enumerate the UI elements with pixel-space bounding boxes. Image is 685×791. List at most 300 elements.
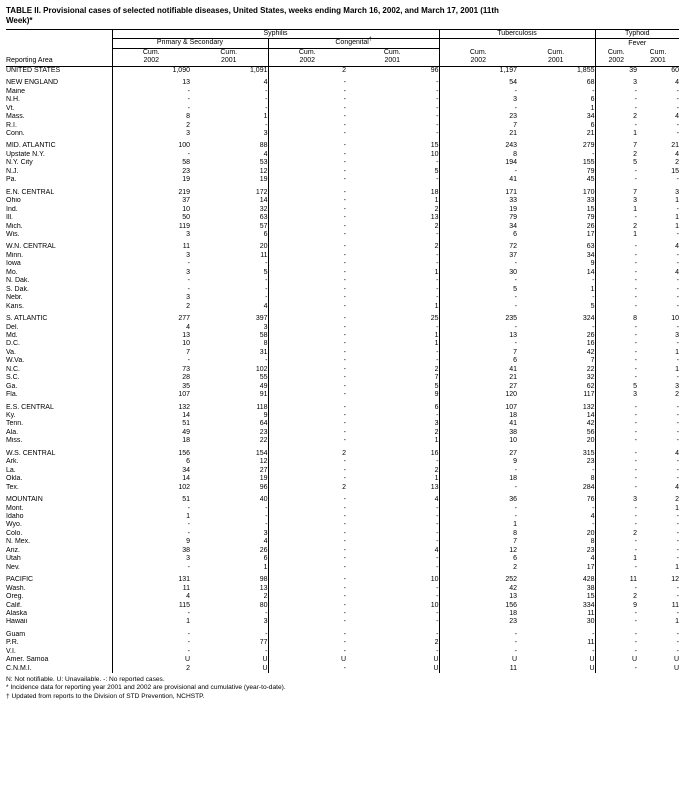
cell-syph-cong-2002: -	[268, 585, 346, 593]
cell-tb-2001: 32	[586, 374, 595, 382]
cell-syph-cong-2001: 25	[430, 315, 439, 323]
cell-syph-ps-2001: -	[265, 521, 268, 529]
cell-syph-ps-2001: -	[265, 87, 268, 95]
cell-tb-2002: 1	[439, 521, 517, 529]
cell-syph-ps-2002: 3	[112, 269, 190, 277]
cell-syph-cong-2002: -	[268, 412, 346, 420]
table-row	[6, 631, 679, 639]
cell-tb-2002: 42	[439, 585, 517, 593]
cell-tb-2002: 7	[439, 538, 517, 546]
cell-tb-2001: 21	[586, 129, 595, 137]
cell-syph-cong-2001: -	[436, 113, 439, 121]
cell-syph-ps-2001: 40	[259, 496, 268, 504]
table-row	[6, 602, 679, 610]
cell-syph-cong-2002: -	[268, 105, 346, 113]
cell-typhoid-2001: 2	[675, 496, 679, 504]
congenital-dagger: †	[368, 37, 372, 44]
row-area-label: Ill.	[6, 214, 13, 222]
cell-syph-ps-2002: -	[112, 505, 190, 513]
row-area-label: E.S. CENTRAL	[6, 403, 54, 411]
cell-typhoid-2002: -	[595, 437, 637, 445]
cell-typhoid-2001: 4	[675, 113, 679, 121]
cell-syph-cong-2001: -	[436, 79, 439, 87]
cell-tb-2002: 36	[439, 496, 517, 504]
cell-syph-ps-2001: -	[265, 630, 268, 638]
cell-syph-cong-2001: -	[436, 230, 439, 238]
cell-syph-ps-2001: 22	[259, 437, 268, 445]
cell-syph-ps-2002: 11	[112, 585, 190, 593]
cell-typhoid-2001: 3	[675, 382, 679, 390]
cell-tb-2002: -	[439, 168, 517, 176]
cell-typhoid-2001: -	[676, 87, 679, 95]
cell-syph-ps-2001: 19	[259, 475, 268, 483]
cell-typhoid-2001: -	[676, 610, 679, 617]
cell-syph-ps-2002: 219	[112, 189, 190, 197]
cell-tb-2001: 17	[586, 230, 595, 238]
cell-syph-ps-2001: 55	[259, 374, 268, 382]
cell-syph-cong-2002: -	[268, 303, 346, 311]
row-area-label: Utah	[6, 555, 21, 563]
cell-tb-2001: 9	[590, 260, 595, 268]
cell-syph-cong-2001: -	[436, 529, 439, 537]
cell-tb-2001: -	[592, 647, 595, 655]
cell-syph-cong-2002: 2	[268, 450, 346, 458]
table-row	[6, 277, 679, 285]
cell-syph-cong-2002: -	[268, 366, 346, 374]
cell-typhoid-2002: 3	[595, 391, 637, 399]
cell-typhoid-2002: -	[595, 484, 637, 492]
cell-typhoid-2002: 3	[595, 496, 637, 504]
table-row	[6, 332, 679, 340]
cell-tb-2001: 42	[586, 420, 595, 428]
cell-syph-ps-2001: 88	[259, 142, 268, 150]
cell-tb-2001: 170	[582, 188, 595, 196]
table-row	[6, 366, 679, 374]
cell-syph-cong-2001: -	[436, 584, 439, 592]
cell-syph-cong-2001: -	[436, 630, 439, 638]
cell-typhoid-2001: 1	[675, 222, 679, 230]
footnote-asterisk: * Incidence data for reporting year 2001 and 2002 are provisional and cumulative (year-to-date).	[6, 684, 286, 692]
cell-syph-cong-2001: -	[436, 277, 439, 285]
cell-typhoid-2002: -	[595, 340, 637, 348]
cell-typhoid-2002: -	[595, 564, 637, 572]
cell-tb-2001: 38	[586, 584, 595, 592]
cell-typhoid-2002: 5	[595, 383, 637, 391]
row-area-label: Pa.	[6, 176, 17, 184]
cell-tb-2001: -	[592, 87, 595, 95]
cell-syph-ps-2001: 63	[259, 214, 268, 222]
cell-typhoid-2002: -	[595, 252, 637, 260]
header-year-syph-ps-2002: 2002	[112, 57, 190, 66]
cell-tb-2001: 34	[586, 113, 595, 121]
cell-tb-2002: 23	[439, 113, 517, 121]
cell-typhoid-2001: 3	[675, 331, 679, 339]
cell-syph-ps-2002: U	[112, 656, 190, 664]
cell-typhoid-2001: U	[673, 664, 679, 672]
cell-typhoid-2001: -	[676, 420, 679, 428]
cell-tb-2002: 1,197	[439, 66, 517, 75]
cell-typhoid-2001: U	[673, 656, 679, 664]
cell-tb-2001: -	[592, 150, 595, 158]
cell-syph-ps-2002: 8	[112, 113, 190, 121]
cell-tb-2001: 30	[586, 618, 595, 626]
header-row-subgroups	[6, 39, 679, 48]
cell-typhoid-2001: -	[676, 96, 679, 104]
cell-typhoid-2002: -	[595, 610, 637, 618]
cell-syph-ps-2002: 51	[112, 496, 190, 504]
cell-syph-cong-2002: -	[268, 113, 346, 121]
table-row	[6, 206, 679, 214]
header-year-syph-ps-2001: 2001	[190, 57, 268, 66]
cell-typhoid-2001: 1	[675, 563, 679, 571]
row-area-label: Oreg.	[6, 593, 24, 601]
cell-syph-cong-2002: -	[268, 521, 346, 529]
cell-typhoid-2001: -	[676, 129, 679, 137]
cell-typhoid-2002: 8	[595, 315, 637, 323]
table-header	[6, 30, 679, 67]
header-cum-syph-ps-2002: Cum.	[112, 48, 190, 57]
row-area-label: Upstate N.Y.	[6, 150, 45, 158]
table-row	[6, 593, 679, 601]
cell-tb-2001: 117	[583, 391, 595, 399]
cell-syph-ps-2001: 53	[259, 159, 268, 167]
row-area-label: Conn.	[6, 129, 25, 137]
cell-typhoid-2002: -	[595, 618, 637, 626]
cell-syph-cong-2001: 6	[434, 403, 439, 411]
cell-syph-cong-2002: -	[268, 593, 346, 601]
cell-syph-ps-2001: 4	[263, 538, 268, 546]
cell-syph-ps-2002: 11	[112, 243, 190, 251]
cell-typhoid-2001: -	[676, 521, 679, 529]
cell-tb-2001: 62	[586, 382, 595, 390]
table-row	[6, 437, 679, 445]
row-area-label: C.N.M.I.	[6, 664, 32, 672]
cell-typhoid-2001: 21	[671, 142, 679, 150]
cell-tb-2001: 33	[586, 197, 595, 205]
cell-syph-ps-2001: 4	[263, 79, 268, 87]
row-area-label: N.Y. City	[6, 159, 33, 167]
cell-tb-2002: 23	[439, 618, 517, 626]
row-area-label: N. Mex.	[6, 538, 31, 546]
row-area-label: Maine	[6, 87, 26, 95]
table-row	[6, 66, 679, 75]
cell-tb-2001: 334	[582, 601, 595, 609]
cell-typhoid-2002: 1	[595, 130, 637, 138]
cell-typhoid-2001: 1	[675, 365, 679, 373]
table-row	[6, 189, 679, 197]
cell-syph-cong-2002: -	[268, 252, 346, 260]
cell-typhoid-2001: -	[676, 285, 679, 293]
cell-syph-ps-2002: 3	[112, 252, 190, 260]
table-body	[6, 66, 679, 673]
cell-typhoid-2001: -	[676, 403, 679, 411]
cell-tb-2001: 1	[590, 285, 595, 293]
cell-tb-2001: 63	[586, 243, 595, 251]
cell-tb-2001: 45	[586, 176, 595, 184]
cell-syph-cong-2001: -	[436, 129, 439, 137]
cell-syph-ps-2002: 13	[112, 332, 190, 340]
table-row	[6, 404, 679, 412]
cell-syph-ps-2002: 102	[112, 484, 190, 492]
cell-syph-cong-2002: U	[268, 656, 346, 664]
cell-syph-ps-2001: 1	[263, 113, 268, 121]
cell-tb-2001: 15	[586, 593, 595, 601]
cell-tb-2001: 324	[582, 315, 595, 323]
cell-syph-cong-2002: -	[268, 357, 346, 365]
row-area-label: Nebr.	[6, 294, 23, 302]
row-area-label: Nev.	[6, 563, 20, 571]
header-cum-syph-ps-2001: Cum.	[220, 48, 238, 56]
cell-syph-cong-2002: -	[268, 467, 346, 475]
cell-typhoid-2002: 7	[595, 189, 637, 197]
cell-syph-ps-2002: 3	[112, 294, 190, 302]
cell-typhoid-2002: -	[595, 357, 637, 365]
cell-typhoid-2002: -	[595, 349, 637, 357]
row-area-label: Miss.	[6, 437, 23, 445]
footnote-legend: N: Not notifiable. U: Unavailable. -: No reported cases.	[6, 676, 165, 684]
cell-syph-cong-2002: -	[268, 505, 346, 513]
row-area-label: Wash.	[6, 584, 26, 592]
table-row	[6, 243, 679, 251]
cell-tb-2002: 33	[439, 197, 517, 205]
cell-syph-ps-2001: 2	[263, 593, 268, 601]
cell-syph-cong-2002: -	[268, 142, 346, 150]
cell-syph-cong-2001: -	[436, 538, 439, 546]
table-row	[6, 665, 679, 673]
header-cum-tb-2002: Cum.	[439, 48, 517, 57]
cell-syph-ps-2001: 13	[259, 584, 268, 592]
cell-tb-2002: -	[439, 294, 517, 302]
cell-typhoid-2001: 15	[671, 167, 679, 175]
cell-typhoid-2001: 3	[675, 188, 679, 196]
cell-typhoid-2002: -	[595, 324, 637, 332]
cell-tb-2001: 22	[586, 365, 595, 373]
table-row	[6, 564, 679, 572]
cell-tb-2002: 27	[439, 383, 517, 391]
table-row	[6, 286, 679, 294]
cell-tb-2002: 79	[439, 214, 517, 222]
cell-syph-ps-2002: 38	[112, 547, 190, 555]
cell-syph-cong-2002: -	[268, 576, 346, 584]
cell-syph-cong-2002: -	[268, 168, 346, 176]
cell-typhoid-2002: -	[595, 631, 637, 639]
table-row	[6, 96, 679, 104]
cell-tb-2002: 11	[439, 665, 517, 673]
cell-typhoid-2002: U	[595, 656, 637, 664]
cell-syph-ps-2002: -	[112, 96, 190, 104]
cell-syph-ps-2001: -	[265, 357, 268, 365]
table-row	[6, 576, 679, 584]
cell-syph-ps-2001: U	[262, 664, 268, 672]
table-row	[6, 223, 679, 231]
cell-syph-cong-2002: -	[268, 340, 346, 348]
cell-typhoid-2001: 1	[675, 348, 679, 356]
cell-tb-2001: 428	[582, 576, 595, 584]
cell-syph-cong-2001: -	[436, 294, 439, 302]
cell-syph-ps-2002: 115	[112, 602, 190, 610]
cell-syph-cong-2002: -	[268, 294, 346, 302]
cell-syph-cong-2002: -	[268, 324, 346, 332]
cell-syph-ps-2001: 91	[259, 391, 268, 399]
cell-tb-2002: 235	[439, 315, 517, 323]
cell-syph-cong-2002: -	[268, 648, 346, 656]
cell-typhoid-2002: 2	[595, 151, 637, 159]
cell-syph-cong-2001: -	[436, 323, 439, 331]
table-row	[6, 585, 679, 593]
header-subgroup-congenital-label: Congenital	[335, 39, 369, 47]
cell-typhoid-2001: -	[676, 584, 679, 592]
cell-typhoid-2002: -	[595, 269, 637, 277]
row-area-label: Hawaii	[6, 618, 28, 626]
cell-syph-ps-2002: 10	[112, 206, 190, 214]
table-row	[6, 420, 679, 428]
header-row-cum	[6, 48, 679, 57]
cell-syph-ps-2001: 3	[263, 323, 268, 331]
cell-tb-2001: 76	[586, 496, 595, 504]
row-area-label: Mont.	[6, 504, 24, 512]
row-area-label: Colo.	[6, 529, 23, 537]
footnote-dagger: † Updated from reports to the Division of STD Prevention, NCHSTP.	[6, 692, 205, 700]
row-area-label: Mass.	[6, 113, 25, 121]
cell-syph-cong-2002: -	[268, 151, 346, 159]
cell-typhoid-2002: 3	[595, 197, 637, 205]
cell-syph-cong-2001: 1	[434, 268, 439, 276]
header-cum-tb-2001: Cum.	[547, 48, 565, 56]
header-cum-syph-cong-2002: Cum.	[268, 48, 346, 57]
table-row	[6, 648, 679, 656]
cell-tb-2002: 54	[439, 79, 517, 87]
cell-syph-ps-2002: -	[112, 639, 190, 647]
cell-syph-cong-2002: -	[268, 429, 346, 437]
row-area-label: Wyo.	[6, 521, 22, 529]
cell-syph-cong-2001: 2	[434, 222, 439, 230]
cell-tb-2002: 12	[439, 547, 517, 555]
row-area-label: Idaho	[6, 513, 24, 521]
cell-syph-cong-2001: -	[436, 260, 439, 268]
cell-tb-2002: -	[439, 513, 517, 521]
cell-syph-cong-2001: 10	[430, 150, 439, 158]
cell-syph-ps-2001: -	[265, 285, 268, 293]
cell-syph-ps-2001: 12	[259, 458, 268, 466]
cell-syph-ps-2002: 6	[112, 458, 190, 466]
table-row	[6, 214, 679, 222]
cell-syph-ps-2001: 31	[259, 348, 268, 356]
table-row	[6, 458, 679, 466]
cell-syph-cong-2002: -	[268, 269, 346, 277]
row-area-label: Okla.	[6, 475, 23, 483]
cell-typhoid-2001: 4	[675, 483, 679, 491]
cell-syph-cong-2001: U	[433, 664, 439, 672]
cell-tb-2002: 27	[439, 450, 517, 458]
header-subgroup-primary-secondary: Primary & Secondary	[112, 39, 268, 48]
cell-typhoid-2002: 1	[595, 555, 637, 563]
cell-typhoid-2001: 11	[671, 601, 679, 609]
cell-typhoid-2001: -	[676, 205, 679, 213]
cell-syph-cong-2002: -	[268, 602, 346, 610]
cell-syph-cong-2001: 4	[434, 496, 439, 504]
cell-tb-2002: -	[439, 260, 517, 268]
cell-syph-cong-2001: -	[436, 458, 439, 466]
cell-syph-ps-2002: -	[112, 260, 190, 268]
cell-typhoid-2001: -	[676, 357, 679, 365]
cell-tb-2001: 23	[586, 458, 595, 466]
header-group-syphilis: Syphilis	[112, 30, 439, 39]
cell-syph-ps-2001: 9	[263, 412, 268, 420]
row-area-label: W.S. CENTRAL	[6, 449, 56, 457]
cell-typhoid-2001: -	[676, 593, 679, 601]
cell-typhoid-2002: -	[595, 513, 637, 521]
cell-typhoid-2001: 4	[675, 268, 679, 276]
cell-typhoid-2001: 4	[675, 150, 679, 158]
cell-typhoid-2001: -	[676, 538, 679, 546]
cell-syph-cong-2001: -	[436, 563, 439, 571]
cell-tb-2001: 20	[586, 529, 595, 537]
cell-tb-2002: 21	[439, 130, 517, 138]
cell-syph-ps-2001: 96	[259, 483, 268, 491]
cell-syph-ps-2002: -	[112, 610, 190, 618]
cell-typhoid-2002: -	[595, 303, 637, 311]
cell-tb-2002: 38	[439, 429, 517, 437]
cell-typhoid-2002: -	[595, 475, 637, 483]
cell-tb-2001: 15	[586, 205, 595, 213]
table-row	[6, 324, 679, 332]
cell-typhoid-2002: -	[595, 648, 637, 656]
cell-typhoid-2001: 2	[675, 391, 679, 399]
cell-typhoid-2002: 2	[595, 530, 637, 538]
cell-tb-2002: 18	[439, 610, 517, 618]
cell-syph-ps-2002: -	[112, 357, 190, 365]
cell-typhoid-2002: 1	[595, 231, 637, 239]
cell-typhoid-2002: -	[595, 176, 637, 184]
cell-syph-ps-2001: 77	[259, 639, 268, 647]
cell-typhoid-2002: 7	[595, 142, 637, 150]
cell-tb-2002: 171	[439, 189, 517, 197]
cell-typhoid-2002: -	[595, 168, 637, 176]
cell-syph-cong-2002: -	[268, 130, 346, 138]
cell-typhoid-2001: -	[676, 230, 679, 238]
header-year-tb-2002: 2002	[439, 57, 517, 66]
cell-typhoid-2002: -	[595, 450, 637, 458]
cell-syph-ps-2001: 4	[263, 302, 268, 310]
cell-syph-ps-2001: 57	[259, 222, 268, 230]
cell-syph-ps-2001: 80	[259, 601, 268, 609]
cell-syph-ps-2002: 34	[112, 467, 190, 475]
cell-syph-ps-2002: 1,090	[112, 66, 190, 75]
cell-syph-cong-2002: -	[268, 88, 346, 96]
cell-syph-ps-2002: -	[112, 286, 190, 294]
cell-syph-cong-2002: -	[268, 530, 346, 538]
cell-syph-ps-2002: 119	[112, 223, 190, 231]
row-area-label: Tenn.	[6, 420, 24, 428]
cell-syph-cong-2002: -	[268, 610, 346, 618]
cell-tb-2002: 120	[439, 391, 517, 399]
cell-syph-ps-2002: 13	[112, 79, 190, 87]
row-area-label: Mo.	[6, 268, 18, 276]
cell-syph-cong-2001: -	[436, 159, 439, 167]
cell-syph-cong-2001: 1	[434, 340, 439, 348]
cell-typhoid-2002: -	[595, 260, 637, 268]
header-reporting-area: Reporting Area	[6, 57, 112, 66]
cell-syph-ps-2001: 3	[263, 529, 268, 537]
cell-tb-2002: 41	[439, 176, 517, 184]
cell-typhoid-2002: -	[595, 122, 637, 130]
cell-syph-ps-2001: 397	[255, 315, 268, 323]
cell-typhoid-2001: -	[676, 294, 679, 302]
cell-typhoid-2001: -	[676, 277, 679, 285]
cell-syph-cong-2001: -	[436, 121, 439, 129]
cell-syph-cong-2001: 10	[430, 601, 439, 609]
cell-tb-2001: 11	[587, 639, 595, 647]
